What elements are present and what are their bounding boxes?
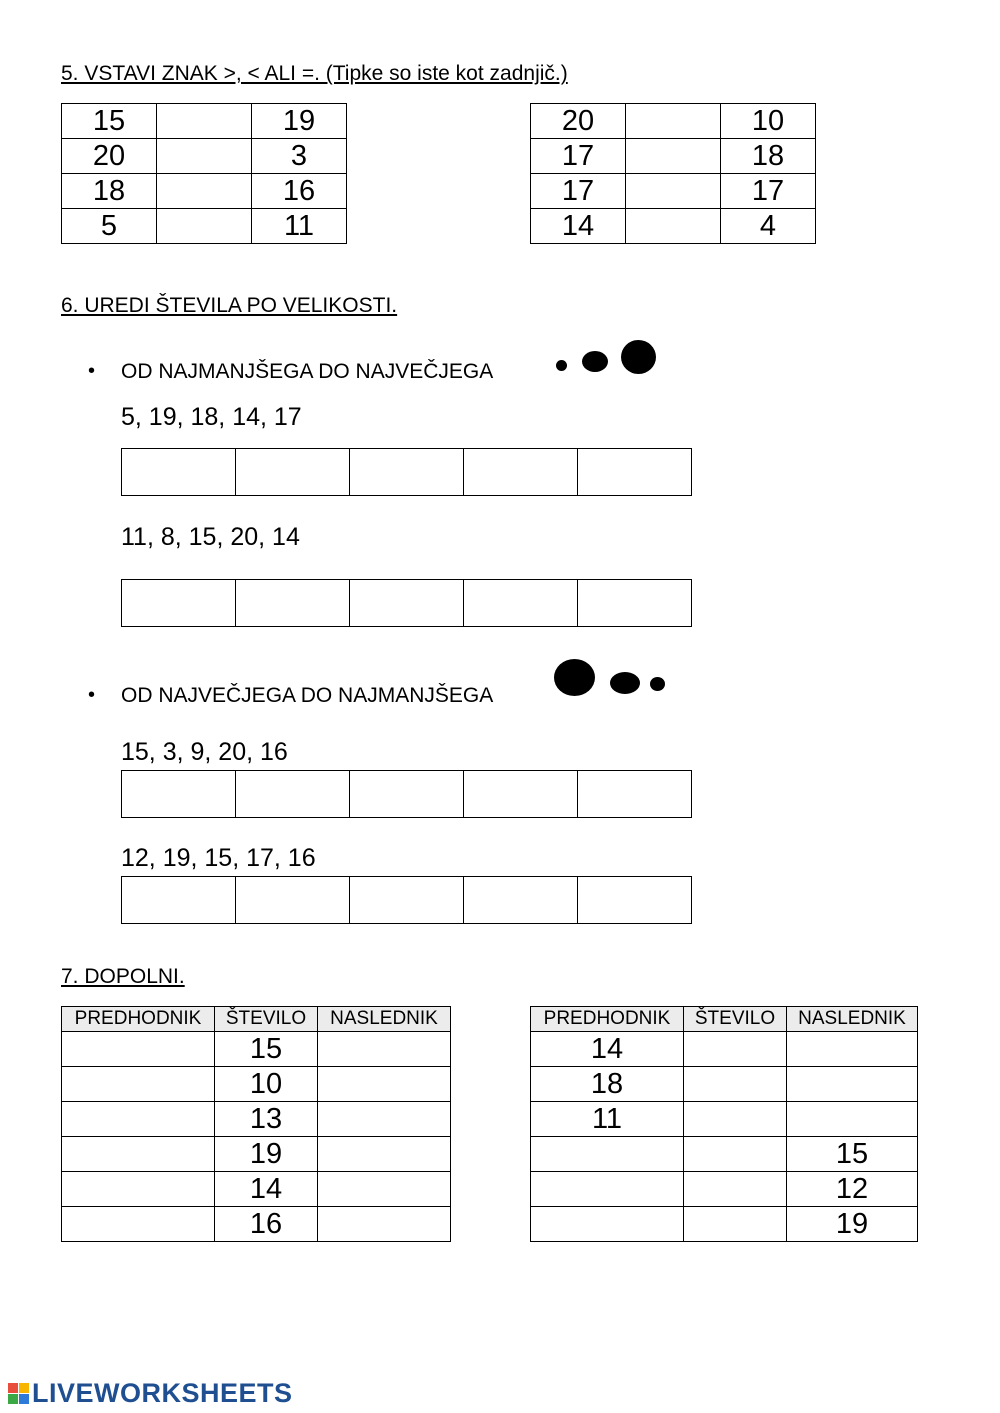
answer-cell[interactable] <box>684 1032 787 1067</box>
liveworksheets-logo <box>8 1378 293 1409</box>
answer-boxes <box>121 876 692 924</box>
table-row <box>122 449 692 496</box>
table-header-row <box>62 1007 451 1032</box>
answer-box[interactable] <box>122 580 236 627</box>
answer-box[interactable] <box>464 771 578 818</box>
answer-box[interactable] <box>578 771 692 818</box>
number-cell: 13 <box>215 1102 318 1137</box>
answer-cell[interactable] <box>62 1137 215 1172</box>
answer-box[interactable] <box>122 449 236 496</box>
predecessor-successor-table-right <box>530 1006 918 1242</box>
medium-dot-icon <box>610 672 640 694</box>
number-cell: 10 <box>215 1067 318 1102</box>
predecessor-successor-table-left <box>61 1006 451 1242</box>
table-row <box>531 1172 918 1207</box>
answer-box[interactable] <box>464 449 578 496</box>
sequence-text: 12, 19, 15, 17, 16 <box>121 844 316 872</box>
table-row <box>62 1207 451 1242</box>
table-row <box>122 771 692 818</box>
table-row <box>62 1067 451 1102</box>
sign-input[interactable] <box>157 139 252 174</box>
number-cell: 17 <box>531 174 626 209</box>
logo-text: LIVEWORKSHEETS <box>32 1378 293 1408</box>
number-cell: 20 <box>62 139 157 174</box>
answer-box[interactable] <box>350 449 464 496</box>
number-cell: 15 <box>215 1032 318 1067</box>
answer-boxes <box>121 448 692 496</box>
answer-cell[interactable] <box>318 1207 451 1242</box>
answer-cell[interactable] <box>684 1172 787 1207</box>
answer-box[interactable] <box>236 449 350 496</box>
answer-box[interactable] <box>464 580 578 627</box>
sign-input[interactable] <box>626 104 721 139</box>
large-dot-icon <box>621 340 656 374</box>
table-row <box>531 209 816 244</box>
answer-cell[interactable] <box>318 1137 451 1172</box>
table-row <box>62 139 347 174</box>
answer-box[interactable] <box>578 877 692 924</box>
answer-cell[interactable] <box>787 1067 918 1102</box>
number-cell: 10 <box>721 104 816 139</box>
medium-dot-icon <box>582 351 608 372</box>
answer-box[interactable] <box>236 877 350 924</box>
answer-cell[interactable] <box>787 1102 918 1137</box>
table-row <box>531 104 816 139</box>
compare-table-right <box>530 103 816 244</box>
table-row <box>531 1067 918 1102</box>
small-dot-icon <box>556 360 567 371</box>
number-cell: 17 <box>531 139 626 174</box>
bullet-icon: • <box>88 360 96 382</box>
number-cell: 18 <box>62 174 157 209</box>
number-cell: 18 <box>721 139 816 174</box>
table-row <box>531 1032 918 1067</box>
answer-box[interactable] <box>122 877 236 924</box>
compare-table-left <box>61 103 347 244</box>
bullet-icon: • <box>88 684 96 706</box>
number-cell: 11 <box>252 209 347 244</box>
sign-input[interactable] <box>157 104 252 139</box>
table-row <box>531 139 816 174</box>
table-row <box>122 877 692 924</box>
section6-heading: 6. UREDI ŠTEVILA PO VELIKOSTI. <box>61 294 398 317</box>
sequence-text: 5, 19, 18, 14, 17 <box>121 403 302 431</box>
answer-cell[interactable] <box>684 1067 787 1102</box>
number-cell: 18 <box>531 1067 684 1102</box>
number-cell: 19 <box>787 1207 918 1242</box>
answer-box[interactable] <box>236 580 350 627</box>
answer-cell[interactable] <box>62 1172 215 1207</box>
section7-heading: 7. DOPOLNI. <box>61 965 185 988</box>
answer-cell[interactable] <box>318 1172 451 1207</box>
answer-cell[interactable] <box>62 1032 215 1067</box>
answer-box[interactable] <box>122 771 236 818</box>
number-cell: 14 <box>531 209 626 244</box>
table-row <box>531 1137 918 1172</box>
number-cell: 11 <box>531 1102 684 1137</box>
answer-cell[interactable] <box>531 1207 684 1242</box>
table-row <box>62 1172 451 1207</box>
table-row <box>531 1102 918 1137</box>
number-cell: 19 <box>252 104 347 139</box>
descending-label: OD NAJVEČJEGA DO NAJMANJŠEGA <box>121 684 494 707</box>
table-row <box>62 174 347 209</box>
answer-box[interactable] <box>464 877 578 924</box>
table-row <box>531 174 816 209</box>
table-header-row <box>531 1007 918 1032</box>
answer-box[interactable] <box>350 580 464 627</box>
answer-cell[interactable] <box>684 1207 787 1242</box>
answer-boxes <box>121 579 692 627</box>
sign-input[interactable] <box>157 209 252 244</box>
table-row <box>62 1102 451 1137</box>
sign-input[interactable] <box>626 174 721 209</box>
number-cell: 12 <box>787 1172 918 1207</box>
number-cell: 16 <box>252 174 347 209</box>
sign-input[interactable] <box>626 209 721 244</box>
answer-cell[interactable] <box>318 1067 451 1102</box>
table-row <box>62 1032 451 1067</box>
number-cell: 20 <box>531 104 626 139</box>
section5-heading: 5. VSTAVI ZNAK >, < ALI =. (Tipke so iste kot zadnjič.) <box>61 62 568 85</box>
table-row <box>531 1207 918 1242</box>
answer-cell[interactable] <box>684 1102 787 1137</box>
answer-box[interactable] <box>350 771 464 818</box>
sequence-text: 15, 3, 9, 20, 16 <box>121 738 288 766</box>
number-cell: 15 <box>787 1137 918 1172</box>
number-cell: 15 <box>62 104 157 139</box>
small-dot-icon <box>650 677 665 691</box>
answer-cell[interactable] <box>62 1067 215 1102</box>
large-dot-icon <box>554 659 595 696</box>
column-header: ŠTEVILO <box>684 1007 787 1032</box>
answer-cell[interactable] <box>62 1102 215 1137</box>
table-row <box>62 104 347 139</box>
number-cell: 14 <box>531 1032 684 1067</box>
logo-blocks-icon <box>8 1383 30 1405</box>
answer-cell[interactable] <box>531 1172 684 1207</box>
answer-box[interactable] <box>578 449 692 496</box>
answer-cell[interactable] <box>531 1137 684 1172</box>
table-row <box>122 580 692 627</box>
answer-cell[interactable] <box>318 1032 451 1067</box>
answer-cell[interactable] <box>62 1207 215 1242</box>
answer-box[interactable] <box>578 580 692 627</box>
ascending-label: OD NAJMANJŠEGA DO NAJVEČJEGA <box>121 360 494 383</box>
sign-input[interactable] <box>626 139 721 174</box>
number-cell: 16 <box>215 1207 318 1242</box>
table-row <box>62 1137 451 1172</box>
table-row <box>62 209 347 244</box>
sign-input[interactable] <box>157 174 252 209</box>
number-cell: 5 <box>62 209 157 244</box>
sequence-text: 11, 8, 15, 20, 14 <box>121 523 300 551</box>
answer-cell[interactable] <box>318 1102 451 1137</box>
column-header: ŠTEVILO <box>215 1007 318 1032</box>
column-header: PREDHODNIK <box>531 1007 684 1032</box>
column-header: NASLEDNIK <box>318 1007 451 1032</box>
answer-box[interactable] <box>236 771 350 818</box>
number-cell: 3 <box>252 139 347 174</box>
answer-boxes <box>121 770 692 818</box>
answer-box[interactable] <box>350 877 464 924</box>
column-header: PREDHODNIK <box>62 1007 215 1032</box>
answer-cell[interactable] <box>684 1137 787 1172</box>
answer-cell[interactable] <box>787 1032 918 1067</box>
number-cell: 17 <box>721 174 816 209</box>
number-cell: 14 <box>215 1172 318 1207</box>
number-cell: 19 <box>215 1137 318 1172</box>
column-header: NASLEDNIK <box>787 1007 918 1032</box>
number-cell: 4 <box>721 209 816 244</box>
